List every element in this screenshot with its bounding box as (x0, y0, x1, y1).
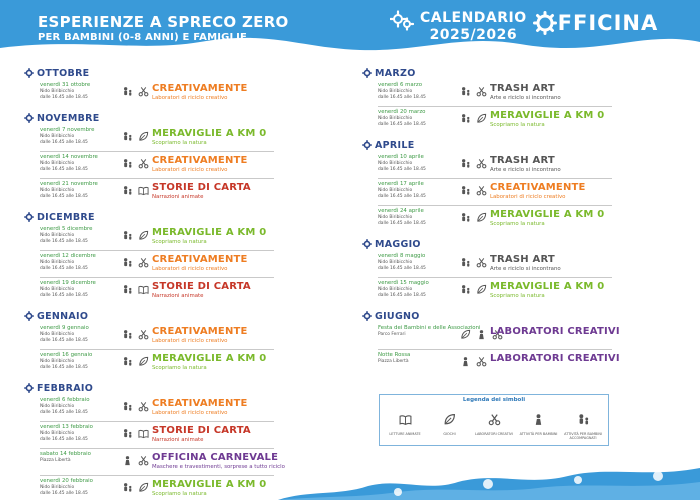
event-row (40, 125, 274, 152)
leaf-icon (476, 212, 487, 223)
event-date: venerdì 16 gennaio (40, 352, 93, 358)
month-header (24, 381, 274, 395)
gear-bullet-icon (24, 212, 34, 222)
book-icon (138, 185, 149, 196)
event-time: dalle 16.45 alle 18.45 (378, 221, 426, 226)
event-date: venerdì 24 aprile (378, 208, 424, 214)
event-info (378, 181, 458, 200)
event-subtitle: Scopriamo la natura (152, 239, 207, 245)
family-icon (460, 113, 471, 124)
legend-label: ATTIVITÀ PER BAMBINI (519, 432, 558, 436)
month-name: MAGGIO (375, 238, 421, 250)
event-row (40, 251, 274, 278)
header-right (390, 10, 658, 44)
symbols-legend (379, 394, 609, 446)
scissors-icon (476, 356, 487, 367)
legend-item (431, 411, 469, 440)
event-subtitle: Laboratori di riciclo creativo (152, 338, 228, 344)
event-subtitle: Arte e riciclo si incontrano (490, 167, 561, 173)
event-time: dalle 16.45 alle 18.45 (40, 338, 88, 343)
calendar-season: 2025/2026 (429, 27, 518, 43)
gear-bullet-icon (362, 68, 372, 78)
family-icon (122, 329, 133, 340)
event-place: Nido Biribicchio (40, 89, 75, 94)
gear-logo-icon (533, 11, 557, 35)
event-time: dalle 16.45 alle 18.45 (40, 293, 88, 298)
event-place: Nido Biribicchio (378, 89, 413, 94)
event-subtitle: Narrazioni animate (152, 194, 204, 200)
event-icons (122, 329, 149, 340)
event-place: Parco Ferrari (378, 332, 406, 337)
legend-label: LETTURE ANIMATE (389, 432, 421, 436)
event-subtitle: Scopriamo la natura (152, 491, 207, 497)
month-name: FEBBRAIO (37, 382, 94, 394)
event-date: venerdì 9 gennaio (40, 325, 89, 331)
book-icon (138, 428, 149, 439)
legend-title: Legenda dei simboli (462, 397, 526, 403)
event-title: MERAVIGLIE A KM 0 (152, 227, 267, 238)
event-date: Notte Rossa (378, 352, 411, 358)
event-time: dalle 16.45 alle 18.45 (378, 194, 426, 199)
leaf-icon (138, 356, 149, 367)
leaf-icon (460, 329, 471, 340)
leaf-icon (138, 482, 149, 493)
kid-icon (532, 413, 545, 426)
gear-bullet-icon (24, 68, 34, 78)
event-row (40, 179, 274, 206)
event-info (378, 109, 458, 128)
scissors-icon (138, 401, 149, 412)
event-info (378, 325, 481, 338)
month-section-febbraio (24, 381, 285, 500)
event-info (40, 253, 120, 272)
event-info (40, 154, 120, 173)
event-time: dalle 16.45 alle 18.45 (40, 140, 88, 145)
month-name: NOVEMBRE (37, 112, 100, 124)
event-icons (460, 113, 487, 124)
event-place: Nido Biribicchio (40, 485, 75, 490)
scissors-icon (476, 185, 487, 196)
month-section-dicembre (24, 210, 274, 305)
month-name: GENNAIO (37, 310, 89, 322)
event-place: Nido Biribicchio (40, 134, 75, 139)
event-row (40, 476, 274, 500)
event-row (378, 80, 612, 107)
legend-label: LABORATORI CREATIVI (475, 432, 513, 436)
brand-logo (533, 11, 659, 35)
family-icon (122, 185, 133, 196)
event-title: TRASH ART (490, 83, 555, 94)
event-icons (460, 257, 487, 268)
event-date: venerdì 12 dicembre (40, 253, 96, 259)
event-title: STORIE DI CARTA (152, 281, 251, 292)
event-place: Nido Biribicchio (40, 359, 75, 364)
book-icon (138, 284, 149, 295)
event-date: venerdì 5 dicembre (40, 226, 93, 232)
event-icons (460, 356, 487, 367)
event-title: MERAVIGLIE A KM 0 (490, 209, 605, 220)
gears-icon (390, 10, 414, 32)
family-icon (577, 413, 590, 426)
event-date: venerdì 19 dicembre (40, 280, 96, 286)
event-row (40, 278, 274, 305)
event-row (378, 323, 620, 350)
event-icons (122, 185, 149, 196)
family-icon (122, 158, 133, 169)
event-place: Nido Biribicchio (40, 188, 75, 193)
event-icons (122, 131, 149, 142)
event-place: Nido Biribicchio (378, 215, 413, 220)
family-icon (460, 158, 471, 169)
leaf-icon (443, 413, 456, 426)
month-header (362, 237, 612, 251)
event-info (40, 478, 120, 497)
event-row (40, 395, 274, 422)
event-subtitle: Arte e riciclo si incontrano (490, 95, 561, 101)
event-row (40, 350, 274, 377)
event-time: dalle 16.45 alle 18.45 (40, 410, 88, 415)
event-place: Nido Biribicchio (40, 161, 75, 166)
event-place: Nido Biribicchio (40, 404, 75, 409)
event-row (378, 152, 612, 179)
event-info (378, 208, 458, 227)
month-section-giugno (362, 309, 620, 377)
gear-bullet-icon (362, 140, 372, 150)
event-icons (122, 482, 149, 493)
event-info (40, 280, 120, 299)
kid-icon (122, 455, 133, 466)
event-date: venerdì 21 novembre (40, 181, 98, 187)
family-icon (122, 86, 133, 97)
event-row (40, 449, 285, 476)
legend-item (520, 411, 558, 440)
family-icon (122, 257, 133, 268)
legend-item (386, 411, 424, 440)
event-date: venerdì 10 aprile (378, 154, 424, 160)
event-time: dalle 16.45 alle 18.45 (378, 122, 426, 127)
event-place: Nido Biribicchio (378, 188, 413, 193)
family-icon (122, 401, 133, 412)
event-title: TRASH ART (490, 155, 555, 166)
event-info (378, 82, 458, 101)
event-subtitle: Maschere e travestimenti, sorprese a tutto riciclo (152, 464, 285, 470)
event-info (40, 325, 120, 344)
event-place: Nido Biribicchio (378, 287, 413, 292)
event-date: Festa dei Bambini e delle Associazioni (378, 325, 481, 331)
family-icon (460, 284, 471, 295)
event-info (378, 253, 458, 272)
event-title: CREATIVAMENTE (152, 83, 248, 94)
event-info (40, 127, 120, 146)
event-place: Nido Biribicchio (40, 431, 75, 436)
event-subtitle: Laboratori di riciclo creativo (152, 95, 228, 101)
event-icons (460, 86, 487, 97)
kid-icon (476, 329, 487, 340)
event-row (378, 350, 620, 377)
scissors-icon (138, 257, 149, 268)
leaf-icon (476, 113, 487, 124)
scissors-icon (476, 257, 487, 268)
calendar-label: CALENDARIO (420, 10, 527, 26)
legend-label: GIOCHI (443, 432, 456, 436)
event-subtitle: Narrazioni animate (152, 437, 204, 443)
event-title: MERAVIGLIE A KM 0 (490, 110, 605, 121)
event-place: Nido Biribicchio (40, 287, 75, 292)
event-row (378, 278, 612, 305)
event-place: Nido Biribicchio (40, 233, 75, 238)
month-section-maggio (362, 237, 612, 305)
event-date: venerdì 7 novembre (40, 127, 95, 133)
month-name: APRILE (375, 139, 415, 151)
event-row (40, 152, 274, 179)
gear-bullet-icon (362, 239, 372, 249)
event-time: dalle 16.45 alle 18.45 (40, 491, 88, 496)
event-place: Nido Biribicchio (378, 161, 413, 166)
month-name: MARZO (375, 67, 416, 79)
event-title: CREATIVAMENTE (152, 398, 248, 409)
event-subtitle: Scopriamo la natura (152, 140, 207, 146)
month-section-aprile (362, 138, 612, 233)
family-icon (122, 428, 133, 439)
event-time: dalle 16.45 alle 18.45 (378, 266, 426, 271)
event-date: venerdì 20 marzo (378, 109, 426, 115)
event-date: venerdì 6 marzo (378, 82, 423, 88)
month-section-ottobre (24, 66, 274, 107)
gear-bullet-icon (24, 113, 34, 123)
event-time: dalle 16.45 alle 18.45 (378, 293, 426, 298)
gear-bullet-icon (24, 311, 34, 321)
gear-bullet-icon (362, 311, 372, 321)
event-row (378, 251, 612, 278)
event-title: CREATIVAMENTE (152, 254, 248, 265)
brand-text: FFICINA (557, 11, 659, 35)
leaf-icon (138, 230, 149, 241)
event-icons (122, 356, 149, 367)
event-title: MERAVIGLIE A KM 0 (152, 479, 267, 490)
family-icon (122, 131, 133, 142)
month-name: DICEMBRE (37, 211, 95, 223)
event-place: Nido Biribicchio (40, 260, 75, 265)
event-time: dalle 16.45 alle 18.45 (378, 167, 426, 172)
event-time: dalle 16.45 alle 18.45 (40, 194, 88, 199)
family-icon (460, 185, 471, 196)
left-column (24, 62, 285, 500)
family-icon (460, 257, 471, 268)
event-date: sabato 14 febbraio (40, 451, 91, 457)
header-left (38, 13, 289, 43)
family-icon (122, 356, 133, 367)
month-header (24, 111, 274, 125)
event-info (40, 181, 120, 200)
gear-bullet-icon (24, 383, 34, 393)
event-subtitle: Laboratori di riciclo creativo (490, 194, 566, 200)
event-info (378, 352, 458, 365)
family-icon (122, 230, 133, 241)
event-info (40, 352, 120, 371)
scissors-icon (138, 158, 149, 169)
family-icon (122, 284, 133, 295)
event-icons (460, 212, 487, 223)
event-time: dalle 16.45 alle 18.45 (378, 95, 426, 100)
event-info (40, 397, 120, 416)
event-row (40, 80, 274, 107)
scissors-icon (476, 158, 487, 169)
event-icons (122, 455, 149, 466)
month-section-marzo (362, 66, 612, 134)
event-icons (460, 158, 487, 169)
event-info (40, 226, 120, 245)
calendar-heading (420, 10, 527, 44)
scissors-icon (488, 413, 501, 426)
leaf-icon (138, 131, 149, 142)
page-subtitle: PER BAMBINI (0-8 ANNI) E FAMIGLIE (38, 32, 248, 43)
book-icon (399, 413, 412, 426)
event-date: venerdì 6 febbraio (40, 397, 90, 403)
event-time: dalle 16.45 alle 18.45 (40, 365, 88, 370)
event-title: TRASH ART (490, 254, 555, 265)
event-row (40, 323, 274, 350)
footer-decoration (278, 452, 700, 500)
event-place: Nido Biribicchio (378, 260, 413, 265)
event-title: STORIE DI CARTA (152, 425, 251, 436)
month-header (362, 309, 612, 323)
event-place: Piazza Libertà (378, 359, 409, 364)
event-title: LABORATORI CREATIVI (490, 353, 620, 364)
event-subtitle: Scopriamo la natura (490, 221, 545, 227)
event-icons (122, 230, 149, 241)
event-time: dalle 16.45 alle 18.45 (40, 266, 88, 271)
event-subtitle: Scopriamo la natura (152, 365, 207, 371)
event-icons (122, 86, 149, 97)
event-date: venerdì 13 febbraio (40, 424, 93, 430)
event-info (40, 82, 120, 101)
legend-items (386, 411, 602, 440)
family-icon (460, 212, 471, 223)
event-info (378, 280, 458, 299)
event-icons (122, 257, 149, 268)
event-icons (460, 284, 487, 295)
event-date: venerdì 17 aprile (378, 181, 424, 187)
event-place: Nido Biribicchio (40, 332, 75, 337)
event-place: Nido Biribicchio (378, 116, 413, 121)
event-subtitle: Laboratori di riciclo creativo (152, 410, 228, 416)
event-icons (122, 428, 149, 439)
event-row (378, 179, 612, 206)
event-subtitle: Narrazioni animate (152, 293, 204, 299)
scissors-icon (138, 86, 149, 97)
event-icons (460, 185, 487, 196)
event-info (378, 154, 458, 173)
event-title: CREATIVAMENTE (152, 155, 248, 166)
kid-icon (460, 356, 471, 367)
event-icons (122, 401, 149, 412)
event-info (40, 451, 120, 464)
event-date: venerdì 14 novembre (40, 154, 98, 160)
month-header (362, 66, 612, 80)
event-time: dalle 16.45 alle 18.45 (40, 239, 88, 244)
right-column (362, 62, 620, 377)
event-title: CREATIVAMENTE (152, 326, 248, 337)
event-date: venerdì 15 maggio (378, 280, 429, 286)
scissors-icon (138, 455, 149, 466)
event-date: venerdì 8 maggio (378, 253, 426, 259)
event-title: LABORATORI CREATIVI (490, 326, 620, 337)
event-title: MERAVIGLIE A KM 0 (490, 281, 605, 292)
month-header (24, 210, 274, 224)
event-time: dalle 16.45 alle 18.45 (40, 437, 88, 442)
event-subtitle: Laboratori di riciclo creativo (152, 167, 228, 173)
event-row (40, 224, 274, 251)
family-icon (460, 86, 471, 97)
event-row (40, 422, 274, 449)
event-row (378, 206, 612, 233)
month-section-novembre (24, 111, 274, 206)
event-icons (122, 284, 149, 295)
event-date: venerdì 20 febbraio (40, 478, 93, 484)
event-row (378, 107, 612, 134)
event-title: MERAVIGLIE A KM 0 (152, 128, 267, 139)
event-date: venerdì 31 ottobre (40, 82, 91, 88)
event-title: STORIE DI CARTA (152, 182, 251, 193)
scissors-icon (138, 329, 149, 340)
event-subtitle: Laboratori di riciclo creativo (152, 266, 228, 272)
month-name: OTTOBRE (37, 67, 90, 79)
event-icons (122, 158, 149, 169)
month-header (24, 66, 274, 80)
month-header (362, 138, 612, 152)
event-place: Piazza Libertà (40, 458, 71, 463)
event-subtitle: Scopriamo la natura (490, 293, 545, 299)
page-title: ESPERIENZE A SPRECO ZERO (38, 13, 289, 31)
event-time: dalle 16.45 alle 18.45 (40, 95, 88, 100)
event-title: MERAVIGLIE A KM 0 (152, 353, 267, 364)
event-subtitle: Arte e riciclo si incontrano (490, 266, 561, 272)
month-section-gennaio (24, 309, 274, 377)
event-time: dalle 16.45 alle 18.45 (40, 167, 88, 172)
legend-item (564, 411, 602, 440)
month-name: GIUGNO (375, 310, 420, 322)
event-title: OFFICINA CARNEVALE (152, 452, 279, 463)
scissors-icon (476, 86, 487, 97)
leaf-icon (476, 284, 487, 295)
event-info (40, 424, 120, 443)
legend-label: ATTIVITÀ PER BAMBINI ACCOMPAGNATI (564, 432, 602, 440)
family-icon (122, 482, 133, 493)
month-header (24, 309, 274, 323)
event-subtitle: Scopriamo la natura (490, 122, 545, 128)
event-title: CREATIVAMENTE (490, 182, 586, 193)
legend-item (475, 411, 513, 440)
